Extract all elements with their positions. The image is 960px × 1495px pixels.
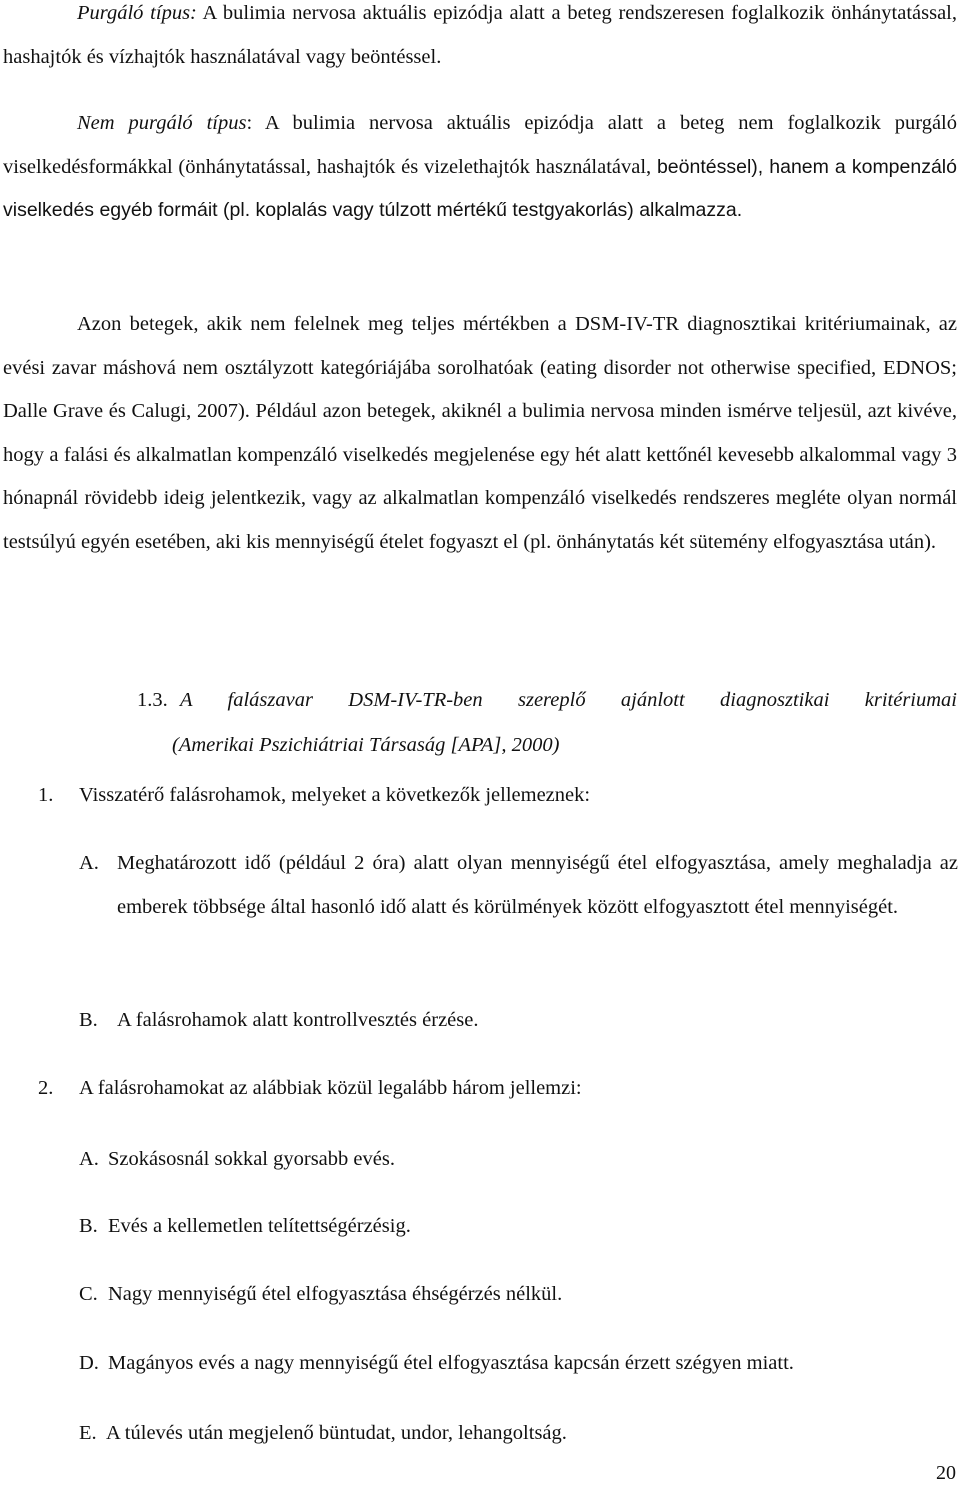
criterion-2-sub-a-text: Szokásosnál sokkal gyorsabb evés.: [108, 1148, 395, 1170]
criterion-2-text: A falásrohamokat az alábbiak közül legalább három jellemzi:: [79, 1077, 582, 1099]
criterion-2-sub-d-letter: D.: [79, 1352, 99, 1374]
section-title-line2: (Amerikai Pszichiátriai Társaság [APA], 2000): [172, 734, 560, 756]
criterion-2-sub-e-letter: E.: [79, 1422, 97, 1444]
paragraph-ednos: Azon betegek, akik nem felelnek meg teljes mértékben a DSM-IV-TR diagnosztikai kritériumainak, az evési zavar máshová nem osztályzott kategóriájába sorolhatóak (eating disorder not otherwise specified, EDNOS; Dalle Grave és Calugi, 2007). Például azon betegek, akiknél a bulimia nervosa minden ismérve teljesül, azt kivéve, hogy a falási és alkalmatlan kompenzáló viselkedés megjelenése egy hét alatt kettőnél kevesebb alkalommal vagy 3 hónapnál rövidebb ideig jelentkezik, vagy az alkalmatlan kompenzáló viselkedés rendszeres megléte olyan normál testsúlyú egyén esetében, aki kis mennyiségű ételet fogyaszt el (pl. önhánytatás két sütemény elfogyasztása után).: [3, 313, 957, 553]
criterion-1-sub-b-letter: B.: [79, 1009, 98, 1031]
non-purging-type-text-b: beöntéssel), hanem a kompenzáló viselkedés egyéb formáit (pl. koplalás vagy túlzott mértékű testgyakorlás) alkalmazza.: [3, 155, 957, 221]
criterion-1-sub-b-text: A falásrohamok alatt kontrollvesztés érzése.: [117, 1009, 479, 1031]
criterion-2-sub-c-text: Nagy mennyiségű étel elfogyasztása éhségérzés nélkül.: [108, 1283, 563, 1305]
section-number: 1.3.: [137, 689, 168, 711]
purging-type-text: A bulimia nervosa aktuális epizódja alatt a beteg rendszeresen foglalkozik önhánytatással, hashajtók és vízhajtók használatával vagy beöntéssel.: [3, 2, 957, 68]
criterion-2-sub-c-letter: C.: [79, 1283, 98, 1305]
non-purging-type-label: Nem purgáló típus: [77, 112, 247, 134]
criterion-2-sub-b-letter: B.: [79, 1215, 98, 1237]
criterion-2-sub-a-letter: A.: [79, 1148, 99, 1170]
criterion-1-number: 1.: [38, 784, 54, 806]
paragraph-purging-type: [3, 0, 957, 79]
page-number: 20: [936, 1462, 956, 1484]
purging-type-label: Purgáló típus:: [77, 2, 197, 24]
criterion-2-sub-b-text: Evés a kellemetlen telítettségérzésig.: [108, 1215, 411, 1237]
criterion-2-sub-d-text: Magányos evés a nagy mennyiségű étel elfogyasztása kapcsán érzett szégyen miatt.: [108, 1352, 794, 1374]
criterion-2-number: 2.: [38, 1077, 54, 1099]
criterion-1-sub-a-text: Meghatározott idő (például 2 óra) alatt olyan mennyiségű étel elfogyasztása, amely meghaladja az emberek többsége által hasonló idő alatt és körülmények között elfogyasztott étel mennyiségét.: [117, 852, 958, 918]
section-title-line1: A falászavar DSM-IV-TR-ben szereplő ajánlott diagnosztikai kritériumai: [180, 689, 957, 711]
paragraph-non-purging-type: [3, 102, 957, 233]
criterion-1-text: Visszatérő falásrohamok, melyeket a következők jellemeznek:: [79, 784, 591, 806]
non-purging-type-text-a: : A bulimia nervosa aktuális epizódja alatt a beteg nem foglalkozik purgáló viselkedésformákkal (önhánytatással, hashajtók és vizelethajtók használatával,: [3, 112, 957, 178]
criterion-2-sub-e-text: A túlevés után megjelenő büntudat, undor, lehangoltság.: [106, 1422, 567, 1444]
criterion-1-sub-a-letter: A.: [79, 852, 99, 874]
